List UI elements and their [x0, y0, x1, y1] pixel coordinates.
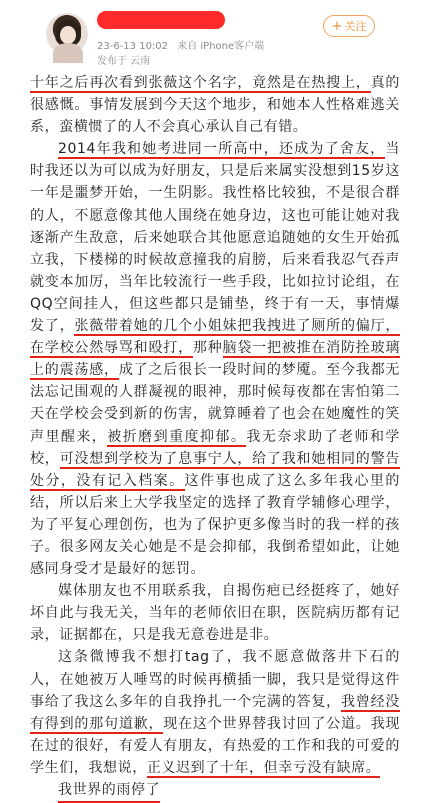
closing-line: 我世界的雨停了 — [58, 779, 160, 803]
highlight-5: 被折磨到重度抑郁。 — [107, 428, 247, 445]
paragraph-2 — [30, 138, 400, 580]
plus-icon: + — [331, 18, 343, 34]
username-redaction — [97, 11, 225, 29]
highlight-7: 我曾经没有得到的那句道歉， — [30, 693, 400, 732]
p2-text-4: 我无奈求助了老师和学校， — [30, 428, 401, 467]
post-body — [30, 72, 400, 803]
paragraph-3: 媒体朋友也不用联系我，自揭伤疤已经挺疼了，她好坏自此与我无关，当年的老师依旧在职，医院病历都有记录，证据都在，只是我无意卷进是非。 — [30, 583, 400, 644]
p2-text-2: 那种 — [192, 340, 223, 357]
user-avatar[interactable] — [46, 13, 88, 55]
p2-text-3: 成了之后很长一段时间的梦魇。至今我都无法忘记围观的人群凝视的眼神，那时候每夜都在害怕第二天在学校会受到新的伤害，就算睡着了也会在她魔性的笑声里醒来， — [30, 362, 400, 445]
follow-label: 关注 — [344, 20, 367, 33]
p4-text-1: 这条微博我不想打tag了，我不愿意做落井下石的人，在她被万人唾骂的时候再横插一脚，我只是觉得这件事给了我这么多年的自我挣扎一个完满的答复， — [30, 649, 400, 710]
p4-text-2: 现在这个世界替我讨回了公道。我现在过的很好，有爱人有朋友，有热爱的工作和我的可爱的学生们，我想说， — [30, 715, 400, 776]
highlight-1b: 真的很感慨。事情发展到今天这个地步，和她本人性格难逃关系，蛮横惯了的人不会真心承认自己有错。 — [30, 75, 400, 136]
post-meta — [97, 37, 270, 52]
highlight-3: 张薇带着她的几个小姐妹把我拽进了厕所的偏厅，在学校公然辱骂和殴打， — [30, 318, 400, 357]
highlight-6: 可没想到学校为了息事宁人，给了我和她相同的警告处分，没有记入档案。 — [30, 450, 400, 489]
paragraph-1 — [30, 72, 400, 138]
post-header — [0, 0, 436, 72]
p2-text-5: 这件事也成了这么多年我心里的结，所以后来上大学我坚定的选择了教育学辅修心理学，为了平复心理创伤，也为了保护更多像当时的我一样的孩子。很多网友关心她是不是会抑郁，我倒希望如此，让她感同身受才是最好的惩罚。 — [30, 472, 401, 578]
highlight-2: 2014年我和她考进同一所高中，还成为了舍友， — [58, 141, 386, 158]
avatar-body — [53, 43, 83, 63]
paragraph-4 — [30, 646, 400, 779]
highlight-1: 十年之后再次看到张薇这个名字，竟然是在热搜上， — [30, 75, 371, 91]
post-location: 发布于 云南 — [97, 56, 151, 67]
follow-button[interactable] — [323, 15, 375, 37]
post-timestamp: 23-6-13 10:02 — [97, 41, 169, 52]
highlight-8: 正义迟到了十年，但幸亏没有缺席。 — [146, 759, 381, 776]
highlight-4: 脑袋一把被推在消防拴玻璃上的震荡感， — [30, 340, 400, 379]
post-source: 来自 iPhone客户端 — [177, 41, 265, 52]
avatar-face — [60, 26, 76, 44]
p2-text-1: 当时我还以为可以成为好朋友，只是后来属实没想到15岁这一年是噩梦开始，一生阴影。我性格比较独，不是很合群的人，不愿意像其他人围绕在她身边，这也可能让她对我逐渐产生敌意，后来她联合其他愿意追随她的女生开始孤立我，下楼梯的时候故意撞我的肩膀，后来看我忍气吞声就变本加厉，当年比较流行一些手段，比如拉讨论组，在QQ空间挂人，但这些都只是铺垫，终于有一天，事情爆发了， — [30, 141, 400, 335]
